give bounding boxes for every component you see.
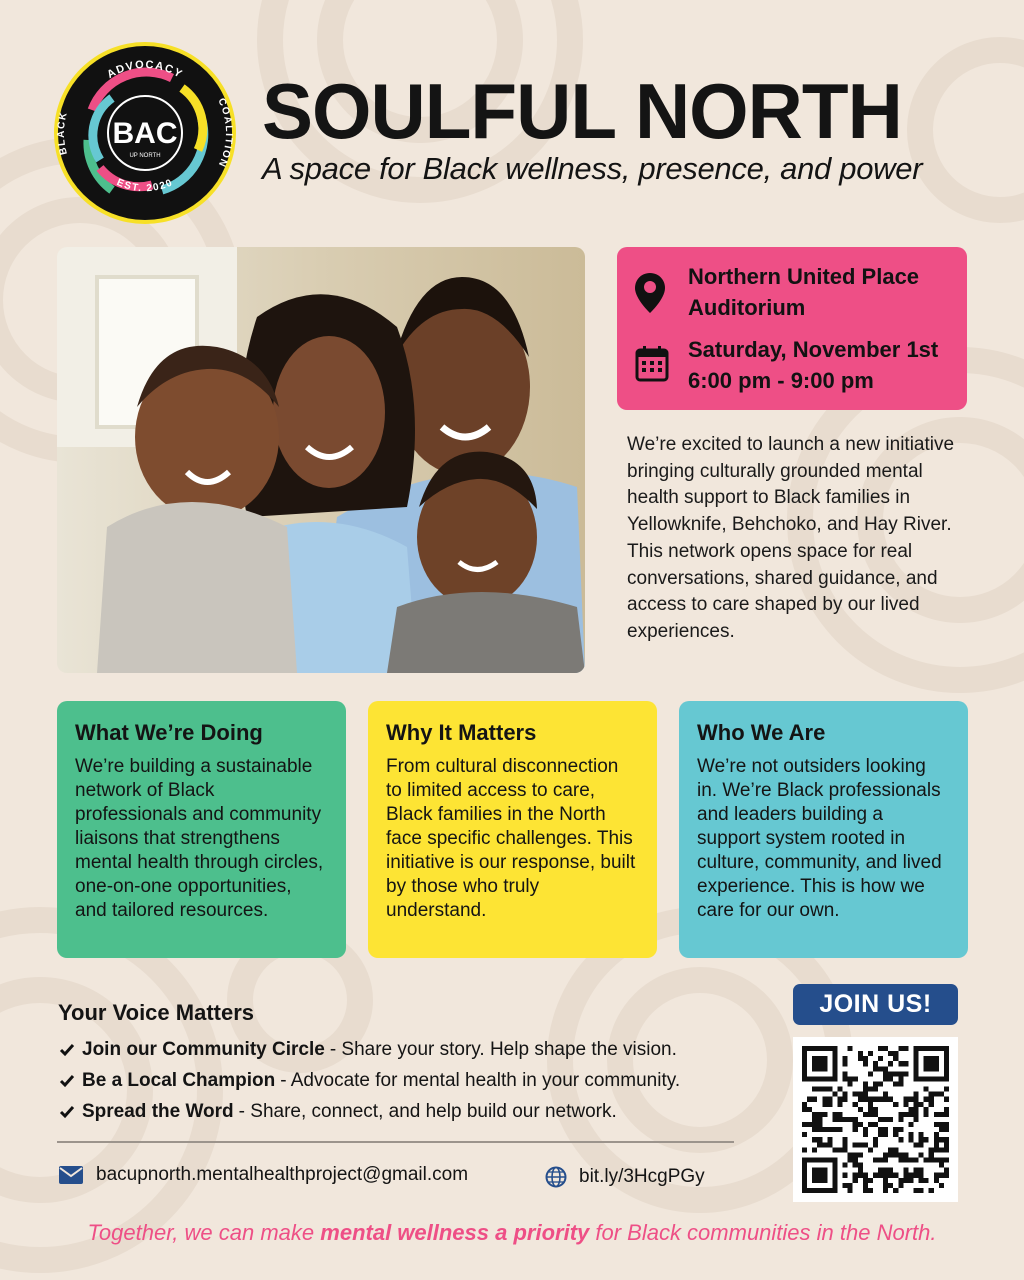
family-photo [57, 247, 585, 673]
item-text: - Share your story. Help shape the vision. [329, 1039, 677, 1060]
item-text: - Share, connect, and help build our network. [238, 1101, 617, 1122]
logo-arc-right: COALITION [215, 96, 235, 170]
website-contact[interactable] [545, 1166, 705, 1188]
list-item [58, 1065, 680, 1096]
logo-center-text: BAC [112, 117, 178, 150]
tagline-emphasis: mental wellness a priority [320, 1220, 590, 1245]
globe-icon [545, 1166, 567, 1188]
page-subtitle: A space for Black wellness, presence, and power [262, 151, 923, 186]
voice-title: Your Voice Matters [58, 1000, 255, 1025]
tagline [0, 1220, 1024, 1246]
check-icon [58, 1074, 76, 1088]
card-body: We’re building a sustainable network of Black professionals and community liaisons that strengthens mental health through circles, one-on-one opportunities, and tailored resources. [75, 756, 324, 921]
list-item [58, 1096, 680, 1127]
item-bold: Spread the Word [82, 1101, 234, 1122]
check-icon [58, 1043, 76, 1057]
page-title: SOULFUL NORTH [262, 67, 902, 155]
card-who-we-are [679, 701, 968, 958]
qr-code[interactable] [793, 1037, 958, 1202]
event-location-line2: Auditorium [688, 295, 806, 320]
item-bold: Join our Community Circle [82, 1039, 325, 1060]
item-text: - Advocate for mental health in your community. [280, 1070, 681, 1091]
voice-list [58, 1034, 680, 1127]
intro-paragraph: We’re excited to launch a new initiative bringing culturally grounded mental health support to Black families in Yellowknife, Behchoko, and Hay River. This network opens space for real conversations, shared guidance, and access to care shaped by our lived experiences. [627, 434, 955, 642]
qr-code-graphic [802, 1046, 949, 1193]
card-title: Who We Are [697, 720, 826, 745]
event-location-line1: Northern United Place [688, 264, 920, 289]
logo-sub-text: UP NORTH [129, 153, 161, 159]
item-bold: Be a Local Champion [82, 1070, 276, 1091]
card-title: Why It Matters [386, 720, 537, 745]
event-details-box [617, 247, 967, 410]
divider [57, 1141, 734, 1143]
calendar-icon [635, 345, 669, 383]
logo-arc-top: ADVOCACY [105, 58, 185, 82]
card-body: From cultural disconnection to limited access to care, Black families in the North face specific challenges. This initiative is our response, built by those who truly understand. [386, 756, 636, 921]
logo-est: EST. 2020 [114, 177, 176, 195]
check-icon [58, 1105, 76, 1119]
card-body: We’re not outsiders looking in. We’re Black professionals and leaders building a support system rooted in culture, community, and lived experience. This is how we care for our own. [697, 756, 942, 921]
join-us-badge: JOIN US! [793, 984, 958, 1025]
card-title: What We’re Doing [75, 720, 263, 745]
envelope-icon [58, 1165, 84, 1185]
email-link[interactable]: bacupnorth.mentalhealthproject@gmail.com [96, 1164, 469, 1185]
bac-logo [52, 40, 238, 226]
list-item [58, 1034, 680, 1065]
email-contact[interactable] [58, 1164, 468, 1186]
tagline-start: Together, we can make [87, 1220, 321, 1245]
card-why-it-matters [368, 701, 657, 958]
website-link[interactable]: bit.ly/3HcgPGy [579, 1166, 705, 1187]
tagline-end: for Black communities in the North. [589, 1220, 937, 1245]
event-time: 6:00 pm - 9:00 pm [688, 368, 874, 393]
card-what-were-doing [57, 701, 346, 958]
map-pin-icon [633, 271, 667, 315]
event-date: Saturday, November 1st [688, 337, 939, 362]
logo-arc-left: BLACK [55, 110, 70, 156]
